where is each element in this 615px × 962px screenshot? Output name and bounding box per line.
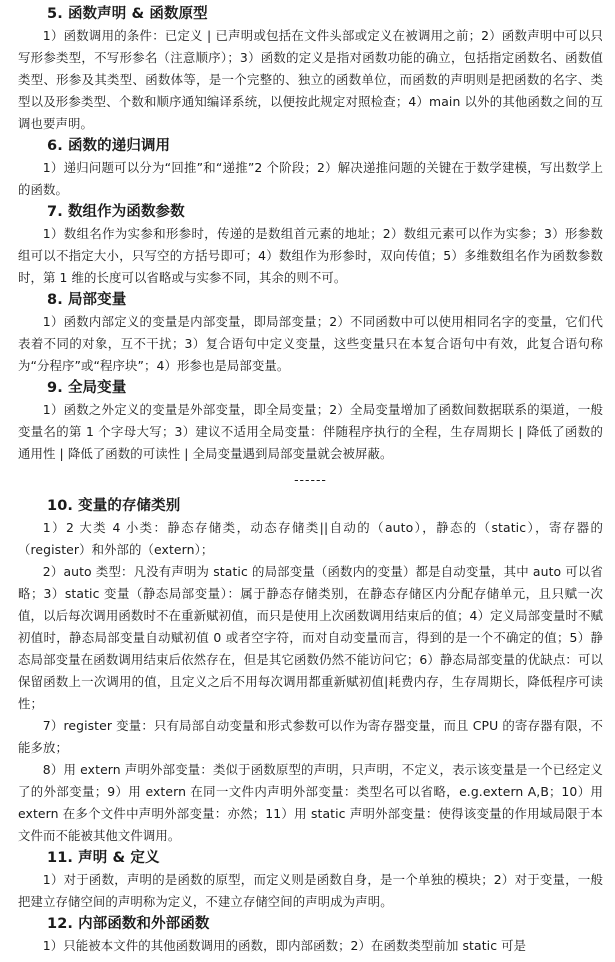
paragraph-internal-external-functions: 1）只能被本文件的其他函数调用的函数，即内部函数；2）在函数类型前加 static 可是 xyxy=(42,938,527,953)
paragraph-storage-classes: 1）2 大类 4 小类：静态存储类，动态存储类||自动的（auto），静态的（static），寄存器的（register）和外部的（extern）； xyxy=(18,520,603,557)
paragraph-recursion: 1）递归问题可以分为“回推”和“递推”2 个阶段；2）解决递推问题的关键在于数学建模，写出数学上的函数。 xyxy=(18,160,603,197)
paragraph-function-declaration: 1）函数调用的条件：已定义 | 已声明或包括在文件头部或定义在被调用之前；2）函数声明中可以只写形参类型，不写形参名（注意顺序）；3）函数的定义是指对函数功能的确立，包括指定函数名、函数值类型、形参及其类型、函数体等，是一个完整的、独立的函数单位，而函数的声明则是把函数的名字、类型以及形参类型、个数和顺序通知编译系统，以便按此规定对照检查；4）main 以外的其他函数之间的互调也要声明。 xyxy=(18,28,603,131)
section-heading-11: 11. 声明 & 定义 xyxy=(47,850,160,866)
section-heading-12: 12. 内部函数和外部函数 xyxy=(47,916,210,932)
section-heading-8: 8. 局部变量 xyxy=(47,292,127,308)
section-heading-9: 9. 全局变量 xyxy=(47,380,127,396)
paragraph-local-variables: 1）函数内部定义的变量是内部变量，即局部变量；2）不同函数中可以使用相同名字的变量，它们代表着不同的对象，互不干扰；3）复合语句中定义变量，这些变量只在本复合语句中有效，此复合语句称为“分程序”或“程序块”；4）形参也是局部变量。 xyxy=(18,314,603,373)
section-heading-10: 10. 变量的存储类别 xyxy=(47,498,181,514)
separator: ------ xyxy=(294,472,327,487)
paragraph-global-variables: 1）函数之外定义的变量是外部变量，即全局变量；2）全局变量增加了函数间数据联系的渠道，一般变量名的第 1 个字母大写；3）建议不适用全局变量：伴随程序执行的全程，生存周期长 | 降低了函数的通用性 | 降低了函数的可读性 | 全局变量遇到局部变量就会被屏蔽。 xyxy=(18,402,603,461)
paragraph-auto-static: 2）auto 类型：凡没有声明为 static 的局部变量（函数内的变量）都是自动变量，其中 auto 可以省略；3）static 变量（静态局部变量）：属于静态存储类别，在静态存储区内分配存储单元，且只赋一次值，以后每次调用函数时不在重新赋初值，而只是使用上次函数调用结束后的值；4）定义局部变量时不赋初值时，静态局部变量自动赋初值 0 或者空字符，而对自动变量而言，得到的是一个不确定的值；5）静态局部变量在函数调用结束后依然存在，但是其它函数仍然不能访问它；6）静态局部变量的优缺点：可以保留函数上一次调用的值，且定义之后不用每次调用都重新赋初值|耗费内存，生存周期长，降低程序可读性； xyxy=(18,564,603,711)
paragraph-declaration-definition: 1）对于函数，声明的是函数的原型，而定义则是函数自身，是一个单独的模块；2）对于变量，一般把建立存储空间的声明称为定义，不建立存储空间的声明成为声明。 xyxy=(18,872,603,909)
section-heading-7: 7. 数组作为函数参数 xyxy=(47,204,185,220)
paragraph-register: 7）register 变量：只有局部自动变量和形式参数可以作为寄存器变量，而且 CPU 的寄存器有限，不能多放； xyxy=(18,718,603,755)
section-heading-6: 6. 函数的递归调用 xyxy=(47,138,171,154)
paragraph-extern: 8）用 extern 声明外部变量：类似于函数原型的声明，只声明，不定义，表示该变量是一个已经定义了的外部变量；9）用 extern 在同一文件内声明外部变量：类型名可以省略，e.g.extern A,B；10）用 extern 在多个文件中声明外部变量：亦然；11）用 static 声明外部变量：使得该变量的作用域局限于本文件而不能被其他文件调用。 xyxy=(18,762,603,843)
paragraph-array-params: 1）数组名作为实参和形参时，传递的是数组首元素的地址；2）数组元素可以作为实参；3）形参数组可以不指定大小，只写空的方括号即可；4）数组作为形参时，双向传值；5）多维数组名作为函数参数时，第 1 维的长度可以省略或与实参不同，其余的则不可。 xyxy=(18,226,603,285)
section-heading-5: 5. 函数声明 & 函数原型 xyxy=(47,6,208,22)
